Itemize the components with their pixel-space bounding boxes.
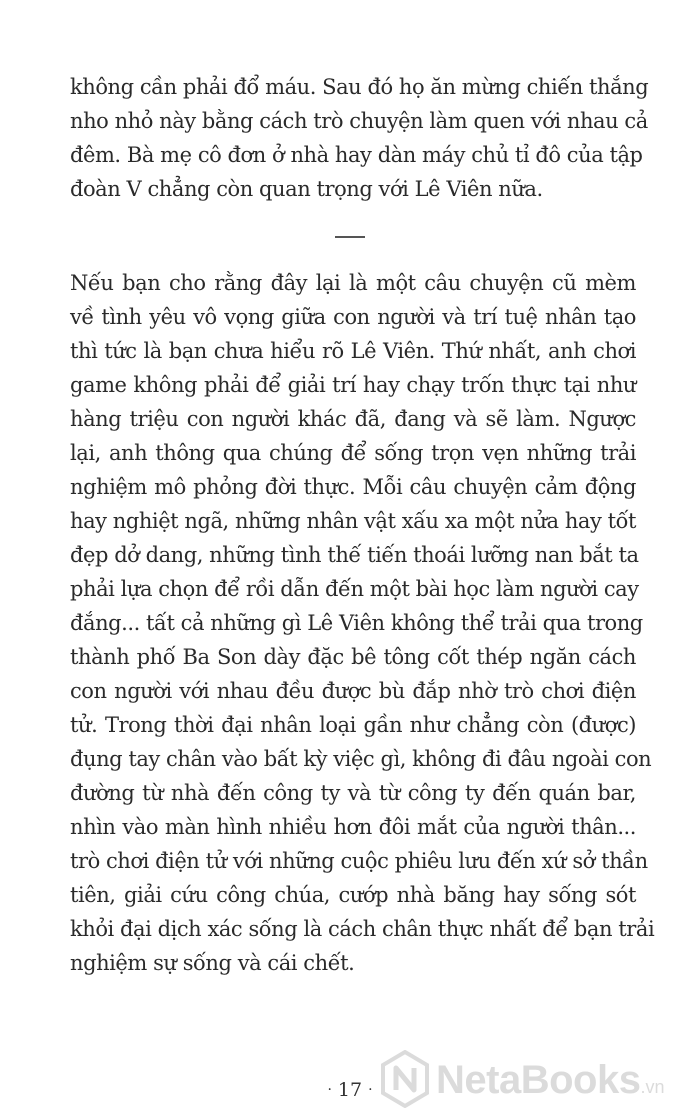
section-break-rule bbox=[335, 236, 365, 238]
text-line: tiên, giải cứu công chúa, cướp nhà băng hay sống sót bbox=[70, 883, 636, 907]
netabooks-watermark bbox=[380, 1050, 690, 1112]
page-number bbox=[314, 1078, 386, 1102]
text-line: hay nghiệt ngã, những nhân vật xấu xa một nửa hay tốt bbox=[70, 509, 636, 533]
text-line: tử. Trong thời đại nhân loại gần như chẳng còn (được) bbox=[70, 713, 636, 737]
text-line: nhìn vào màn hình nhiều hơn đôi mắt của người thân... bbox=[70, 815, 636, 839]
text-line: đắng... tất cả những gì Lê Viên không thể trải qua trong bbox=[70, 611, 643, 635]
page-number-value: 17 bbox=[337, 1079, 363, 1101]
text-line: đụng tay chân vào bất kỳ việc gì, không đi đâu ngoài con bbox=[70, 747, 652, 771]
text-line: nghiệm mô phỏng đời thực. Mỗi câu chuyện cảm động bbox=[70, 475, 636, 499]
watermark-name: NetaBooks bbox=[436, 1058, 641, 1102]
text-line: lại, anh thông qua chúng để sống trọn vẹn những trải bbox=[70, 441, 636, 465]
text-line: thành phố Ba Son dày đặc bê tông cốt thép ngăn cách bbox=[70, 645, 636, 669]
text-line: con người với nhau đều được bù đắp nhờ trò chơi điện bbox=[70, 679, 636, 703]
paragraph-2 bbox=[70, 266, 655, 980]
watermark-suffix: .vn bbox=[640, 1077, 665, 1097]
netabooks-logo-icon bbox=[380, 1050, 430, 1108]
text-line: đường từ nhà đến công ty và từ công ty đến quán bar, bbox=[70, 781, 636, 805]
text-line: nghiệm sự sống và cái chết. bbox=[70, 951, 355, 975]
text-line: hàng triệu con người khác đã, đang và sẽ làm. Ngược bbox=[70, 407, 636, 431]
folio-dot-left: · bbox=[327, 1082, 332, 1098]
text-line: thì tức là bạn chưa hiểu rõ Lê Viên. Thứ nhất, anh chơi bbox=[70, 339, 636, 363]
text-line: đêm. Bà mẹ cô đơn ở nhà hay dàn máy chủ tỉ đô của tập bbox=[70, 143, 643, 167]
text-line: game không phải để giải trí hay chạy trốn thực tại như bbox=[70, 373, 636, 397]
text-line: đoàn V chẳng còn quan trọng với Lê Viên nữa. bbox=[70, 177, 543, 201]
text-line: không cần phải đổ máu. Sau đó họ ăn mừng chiến thắng bbox=[70, 75, 649, 99]
text-line: đẹp dở dang, những tình thế tiến thoái lưỡng nan bắt ta bbox=[70, 543, 639, 567]
paragraph-1 bbox=[70, 70, 649, 206]
text-line: nho nhỏ này bằng cách trò chuyện làm quen với nhau cả bbox=[70, 109, 648, 133]
text-line: trò chơi điện tử với những cuộc phiêu lưu đến xứ sở thần bbox=[70, 849, 648, 873]
text-line: về tình yêu vô vọng giữa con người và trí tuệ nhân tạo bbox=[70, 305, 636, 329]
watermark-text bbox=[436, 1058, 664, 1109]
folio-dot-right: · bbox=[368, 1082, 373, 1098]
text-line: phải lựa chọn để rồi dẫn đến một bài học làm người cay bbox=[70, 577, 639, 601]
text-line: khỏi đại dịch xác sống là cách chân thực nhất để bạn trải bbox=[70, 917, 655, 941]
text-line: Nếu bạn cho rằng đây lại là một câu chuyện cũ mèm bbox=[70, 271, 636, 295]
